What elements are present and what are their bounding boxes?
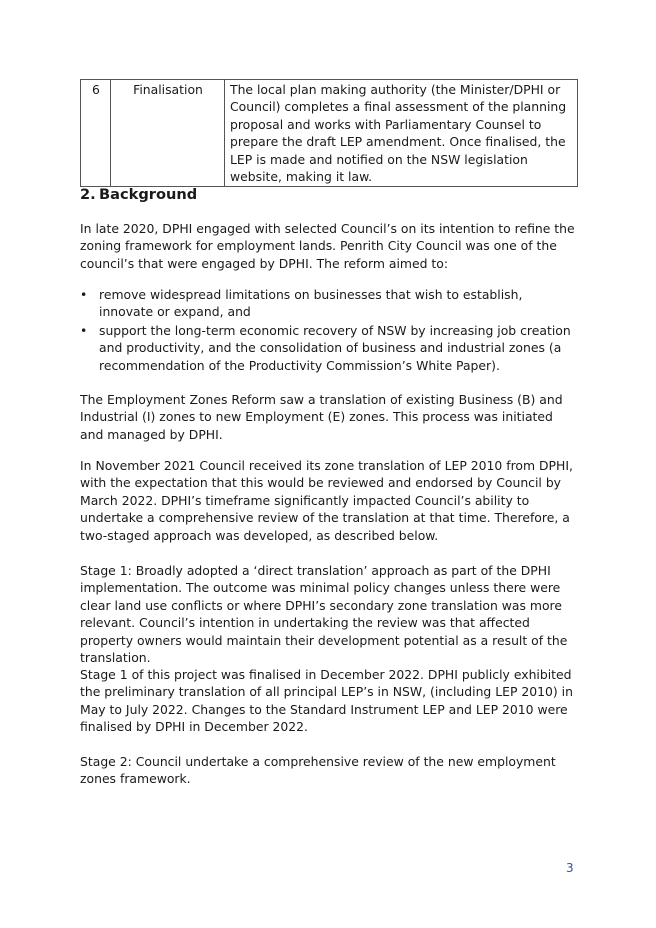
stage2-paragraph [80, 753, 580, 788]
page-number: 3 [566, 861, 574, 875]
step-number-cell: 6 [81, 80, 111, 187]
stage-description-cell: The local plan making authority (the Minister/DPHI or Council) completes a final assessment of the planning proposal and works with Parliamentary Counsel to prepare the draft LEP amendment. Once finalised, the LEP is made and notified on the NSW legislation website, making it law. [225, 80, 578, 187]
paragraph-text: In November 2021 Council received its zone translation of LEP 2010 from DPHI, with the expectation that this would be reviewed and endorsed by Council by March 2022. DPHI’s timeframe significantly impacted Council’s ability to undertake a comprehensive review of the translation at that time. Therefore, a two-staged approach was developed, as described below. [80, 458, 573, 543]
stage-name-cell: Finalisation [111, 80, 225, 187]
paragraph-text: Stage 2: Council undertake a comprehensive review of the new employment zones framework. [80, 754, 556, 787]
table-row [81, 80, 578, 187]
reform-aims-list [80, 286, 580, 375]
paragraph-text: Stage 1: Broadly adopted a ‘direct translation’ approach as part of the DPHI implementation. The outcome was minimal policy changes unless there were clear land use conflicts or where DPHI’s secondary zone translation was more relevant. Council’s intention in undertaking the review was that affected property owners would maintain their development potential as a result of the translation. [80, 563, 568, 666]
reform-paragraph [80, 391, 580, 443]
paragraph-text: The Employment Zones Reform saw a translation of existing Business (B) and Industrial (I) zones to new Employment (E) zones. This process was initiated and managed by DPHI. [80, 392, 563, 442]
stage1-paragraph [80, 562, 580, 666]
stage1-finalised-paragraph [80, 666, 580, 736]
intro-paragraph [80, 220, 580, 272]
section-heading [80, 185, 197, 205]
list-item: • remove widespread limitations on businesses that wish to establish, innovate or expand, and [80, 286, 580, 321]
paragraph-text: Stage 1 of this project was finalised in December 2022. DPHI publicly exhibited the preliminary translation of all principal LEP’s in NSW, (including LEP 2010) in May to July 2022. Changes to the Standard Instrument LEP and LEP 2010 were finalised by DPHI in December 2022. [80, 667, 573, 735]
november-paragraph [80, 457, 580, 544]
list-item: • support the long-term economic recovery of NSW by increasing job creation and productivity, and the consolidation of business and industrial zones (a recommendation of the Productivity Commission’s White Paper). [80, 322, 580, 374]
section-number: 2. [80, 186, 96, 203]
paragraph-text: In late 2020, DPHI engaged with selected Council’s on its intention to refine the zoning framework for employment lands. Penrith City Council was one of the council’s that were engaged by DPHI. The reform aimed to: [80, 221, 575, 271]
process-table [80, 79, 578, 187]
section-title: Background [99, 186, 198, 203]
